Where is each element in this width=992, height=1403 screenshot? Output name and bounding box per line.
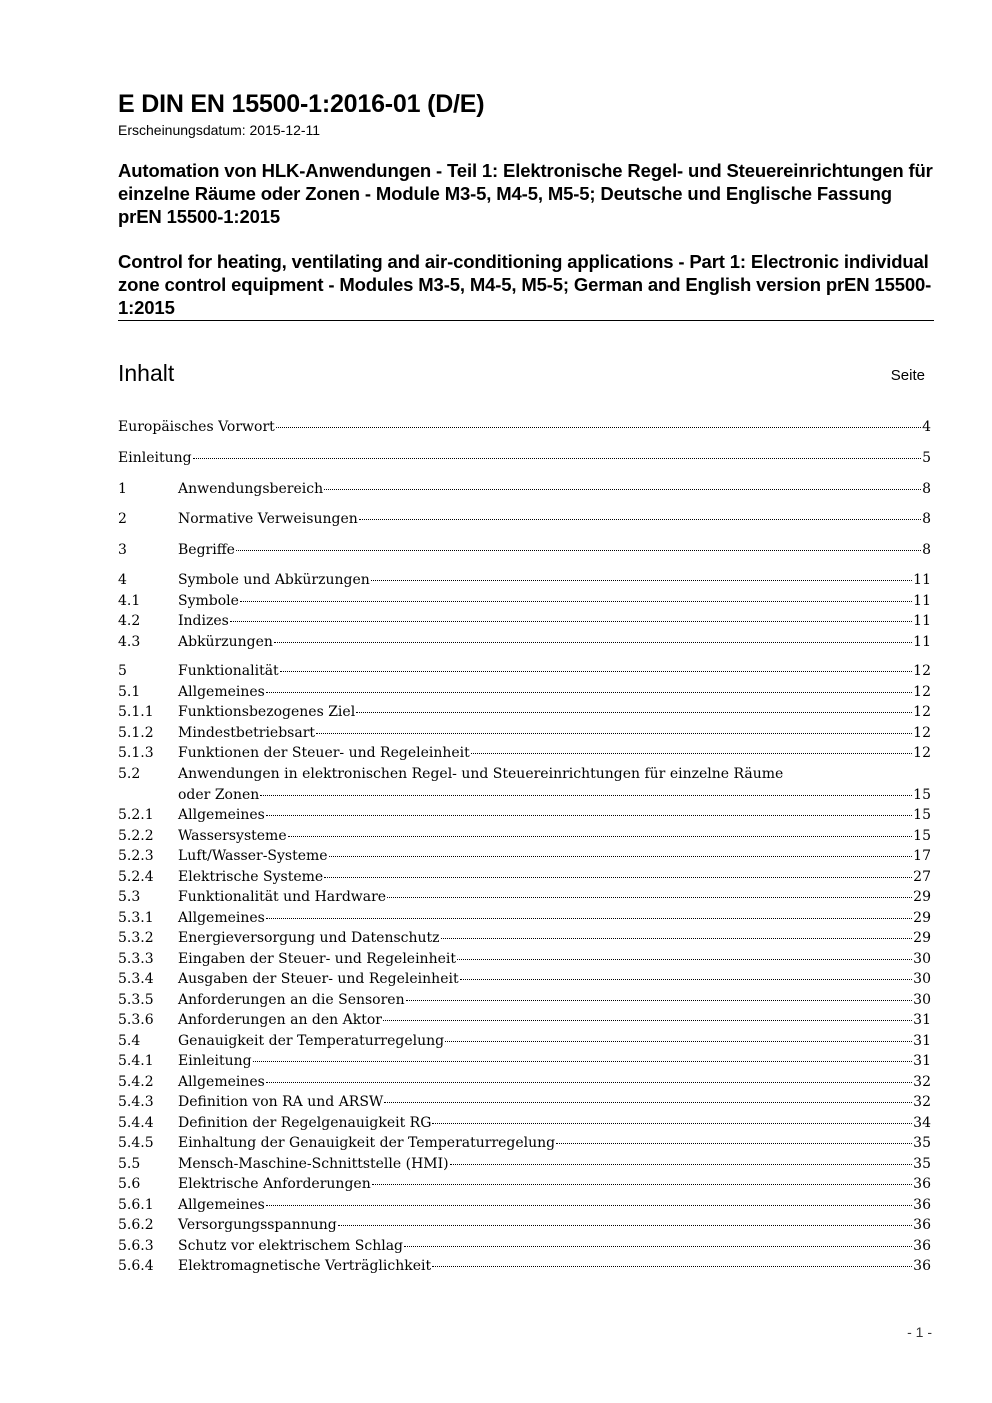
toc-entry[interactable]	[118, 949, 931, 970]
toc-entry-number: 4.1	[118, 592, 141, 609]
toc-leader-dots	[316, 733, 912, 734]
toc-entry-title: Anforderungen an die Sensoren	[178, 991, 405, 1008]
toc-leader-dots	[371, 580, 912, 581]
toc-leader-dots	[329, 856, 913, 857]
toc-entry[interactable]	[118, 591, 931, 612]
toc-leader-dots	[384, 1102, 912, 1103]
toc-leader-dots	[230, 621, 912, 622]
toc-leader-dots	[383, 1020, 912, 1021]
toc-entry[interactable]	[118, 1133, 931, 1154]
toc-entry-page: 36	[913, 1176, 931, 1192]
toc-entry[interactable]	[118, 1072, 931, 1093]
toc-entry-page: 15	[913, 827, 931, 844]
toc-entry-page: 15	[913, 786, 931, 803]
toc-entry-title: Mensch-Maschine-Schnittstelle (HMI)	[178, 1155, 449, 1172]
toc-leader-dots	[274, 642, 912, 643]
toc-entry[interactable]	[118, 867, 931, 888]
toc-leader-dots	[556, 1143, 912, 1144]
toc-entry-title: Definition von RA und ARSW	[178, 1094, 384, 1110]
toc-leader-dots	[280, 671, 912, 672]
toc-entry-page: 12	[913, 745, 931, 761]
toc-entry[interactable]	[118, 1031, 931, 1052]
toc-entry[interactable]	[118, 1256, 931, 1277]
toc-entry-title: Luft/Wasser-Systeme	[178, 848, 328, 864]
toc-entry-page: 11	[913, 592, 931, 609]
toc-entry-title: Einhaltung der Genauigkeit der Temperaturregelung	[178, 1135, 556, 1151]
toc-entry-number: 5.4.1	[118, 1053, 154, 1069]
toc-entry[interactable]	[118, 1215, 931, 1236]
toc-entry-number: 5.1.3	[118, 745, 154, 761]
toc-entry[interactable]	[118, 764, 931, 785]
toc-leader-dots	[236, 550, 921, 551]
toc-entry-number: 5.2.4	[118, 868, 154, 885]
toc-entry-page: 11	[913, 633, 931, 650]
title-english: Control for heating, ventilating and air-conditioning applications - Part 1: Electronic individual zone control equipment - Modules M3-5, M4-5, M5-5; German and English version prEN 15500-1:2015	[118, 251, 932, 318]
toc-entry-page: 12	[913, 704, 931, 720]
toc-entry-number: 5.3	[118, 889, 141, 905]
toc-entry-number: 3	[118, 542, 127, 558]
toc-entry-number: 5.6.3	[118, 1237, 154, 1254]
toc-entry-title: Genauigkeit der Temperaturregelung	[178, 1032, 445, 1049]
toc-entry-page: 29	[913, 909, 931, 926]
toc-entry-number: 5.3.3	[118, 950, 154, 967]
toc-entry-number: 5.4	[118, 1032, 141, 1049]
toc-entry[interactable]	[118, 1154, 931, 1175]
toc-entry[interactable]	[118, 1051, 931, 1072]
toc-entry-number: 5.3.6	[118, 1012, 154, 1028]
toc-entry-title: Normative Verweisungen	[178, 511, 358, 527]
toc-entry-page: 31	[913, 1032, 931, 1049]
toc-entry[interactable]	[118, 417, 931, 438]
toc-entry-title: Anforderungen an den Aktor	[178, 1012, 382, 1028]
toc-entry-page: 30	[913, 950, 931, 967]
toc-leader-dots	[359, 519, 921, 520]
toc-entry-title: Indizes	[178, 613, 229, 629]
toc-leader-dots	[240, 601, 912, 602]
toc-entry-page: 12	[913, 683, 931, 700]
title-divider	[118, 320, 934, 321]
toc-leader-dots	[457, 959, 912, 960]
toc-entry[interactable]	[118, 990, 931, 1011]
toc-entry[interactable]	[118, 611, 931, 632]
toc-entry[interactable]	[118, 661, 931, 682]
toc-leader-dots	[324, 489, 921, 490]
toc-entry-page: 30	[913, 991, 931, 1008]
toc-entry-title: Allgemeines	[178, 807, 265, 823]
toc-entry-title: Elektromagnetische Verträglichkeit	[178, 1258, 432, 1274]
toc-entry-number: 5.2.1	[118, 807, 154, 823]
toc-entry-number: 5.4.3	[118, 1094, 154, 1110]
toc-entry[interactable]	[118, 479, 931, 500]
toc-entry-title: Allgemeines	[178, 1073, 265, 1090]
toc-entry-page: 17	[913, 848, 931, 864]
toc-entry[interactable]	[118, 743, 931, 764]
toc-entry-number: 5.6.2	[118, 1217, 154, 1233]
toc-entry-page: 5	[922, 450, 931, 466]
toc-leader-dots	[372, 1184, 912, 1185]
page-number: - 1 -	[907, 1324, 932, 1340]
toc-leader-dots	[266, 1205, 912, 1206]
toc-entry-title: Symbole	[178, 592, 239, 609]
toc-entry[interactable]	[118, 632, 931, 653]
toc-leader-dots	[387, 897, 912, 898]
toc-entry-title: Allgemeines	[178, 909, 265, 926]
toc-entry-title: Wassersysteme	[178, 827, 287, 844]
toc-entry-page: 12	[913, 663, 931, 679]
toc-entry-page: 4	[922, 419, 931, 435]
toc-entry-page: 30	[913, 971, 931, 987]
toc-entry[interactable]	[118, 448, 931, 469]
toc-leader-dots	[460, 979, 913, 980]
toc-entry-title: Europäisches Vorwort	[118, 419, 275, 435]
toc-leader-dots	[471, 753, 912, 754]
toc-entry-page: 11	[913, 613, 931, 629]
toc-page-column-label: Seite	[890, 367, 925, 384]
toc-entry[interactable]	[118, 1113, 931, 1134]
toc-entry-continuation[interactable]	[118, 785, 931, 806]
toc-leader-dots	[288, 836, 913, 837]
toc-entry-title: Funktionalität und Hardware	[178, 889, 387, 905]
toc-entry[interactable]	[118, 1236, 931, 1257]
toc-entry-page: 12	[913, 724, 931, 741]
toc-entry-number: 5.3.4	[118, 971, 154, 987]
toc-entry-page: 35	[913, 1135, 931, 1151]
toc-entry[interactable]	[118, 969, 931, 990]
toc-entry-title-continuation: oder Zonen	[178, 786, 260, 803]
toc-entry-title: Energieversorgung und Datenschutz	[178, 930, 440, 946]
toc-entry[interactable]	[118, 702, 931, 723]
toc-heading: Inhalt	[118, 360, 175, 386]
toc-entry-number: 5.6	[118, 1176, 141, 1192]
toc-entry-number: 5.6.1	[118, 1196, 154, 1213]
toc-leader-dots	[450, 1164, 913, 1165]
toc-entry-page: 32	[913, 1094, 931, 1110]
toc-leader-dots	[253, 1061, 913, 1062]
toc-entry-number: 5.2.3	[118, 848, 154, 864]
toc-entry[interactable]	[118, 887, 931, 908]
toc-entry[interactable]	[118, 805, 931, 826]
toc-entry-number: 5.6.4	[118, 1258, 154, 1274]
toc-leader-dots	[266, 1082, 912, 1083]
toc-leader-dots	[406, 1000, 913, 1001]
toc-entry-title: Ausgaben der Steuer- und Regeleinheit	[178, 971, 459, 987]
toc-entry-page: 8	[922, 511, 931, 527]
toc-entry-page: 36	[913, 1217, 931, 1233]
toc-entry[interactable]	[118, 682, 931, 703]
toc-entry-number: 5.4.2	[118, 1073, 154, 1090]
toc-entry[interactable]	[118, 1174, 931, 1195]
toc-leader-dots	[338, 1225, 912, 1226]
toc-entry-title: Funktionen der Steuer- und Regeleinheit	[178, 745, 470, 761]
toc-entry-number: 2	[118, 511, 127, 527]
toc-entry[interactable]	[118, 723, 931, 744]
toc-entry-title: Definition der Regelgenauigkeit RG	[178, 1114, 432, 1131]
toc-entry-title: Begriffe	[178, 542, 235, 558]
toc-entry-number: 5.1.2	[118, 724, 154, 741]
toc-entry-number: 5.5	[118, 1155, 141, 1172]
toc-entry-title: Mindestbetriebsart	[178, 724, 316, 741]
toc-entry-title: Allgemeines	[178, 683, 265, 700]
toc-entry[interactable]	[118, 928, 931, 949]
document-id: E DIN EN 15500-1:2016-01 (D/E)	[118, 90, 485, 118]
toc-entry[interactable]	[118, 908, 931, 929]
toc-entry-page: 27	[913, 868, 931, 885]
toc-entry-page: 8	[922, 481, 931, 497]
toc-entry[interactable]	[118, 509, 931, 530]
toc-entry-page: 36	[913, 1237, 931, 1254]
toc-entry-page: 15	[913, 807, 931, 823]
title-german: Automation von HLK-Anwendungen - Teil 1: Elektronische Regel- und Steuereinrichtungen für einzelne Räume oder Zonen - Module M3-5, M4-5, M5-5; Deutsche und Englische Fassung prEN 15500-1:2015	[118, 160, 933, 227]
toc-entry-title: Einleitung	[118, 450, 192, 466]
toc-entry-page: 36	[913, 1258, 931, 1274]
toc-entry-number: 5.2	[118, 766, 141, 782]
toc-leader-dots	[432, 1266, 912, 1267]
toc-entry-page: 29	[913, 889, 931, 905]
toc-entry-number: 4.2	[118, 613, 141, 629]
toc-entry-page: 35	[913, 1155, 931, 1172]
toc-entry-title: Elektrische Anforderungen	[178, 1176, 371, 1192]
toc-leader-dots	[193, 458, 922, 459]
toc-entry[interactable]	[118, 826, 931, 847]
toc-entry-title: Eingaben der Steuer- und Regeleinheit	[178, 950, 456, 967]
toc-entry-title: Elektrische Systeme	[178, 868, 324, 885]
toc-entry-page: 36	[913, 1196, 931, 1213]
toc-entry-page: 34	[913, 1114, 931, 1131]
toc-entry-number: 5.1	[118, 683, 141, 700]
toc-entry-page: 31	[913, 1053, 931, 1069]
toc-entry-title: Versorgungsspannung	[178, 1217, 337, 1233]
toc-leader-dots	[324, 877, 912, 878]
toc-entry-number: 5.3.1	[118, 909, 154, 926]
toc-entry-number: 1	[118, 481, 127, 497]
toc-entry-title: Funktionalität	[178, 663, 279, 679]
toc-entry-title: Funktionsbezogenes Ziel	[178, 704, 356, 720]
toc-entry-title: Schutz vor elektrischem Schlag	[178, 1237, 404, 1254]
toc-leader-dots	[404, 1246, 912, 1247]
toc-leader-dots	[266, 692, 912, 693]
toc-entry-number: 5	[118, 663, 127, 679]
toc-entry[interactable]	[118, 540, 931, 561]
toc-entry-number: 5.1.1	[118, 704, 154, 720]
toc-leader-dots	[266, 815, 912, 816]
toc-leader-dots	[432, 1123, 912, 1124]
toc-entry-page: 31	[913, 1012, 931, 1028]
toc-entry-title: Allgemeines	[178, 1196, 265, 1213]
toc-entry-number: 4	[118, 572, 127, 588]
toc-leader-dots	[260, 795, 912, 796]
toc-entry-number: 5.3.2	[118, 930, 154, 946]
toc-entry-title: Symbole und Abkürzungen	[178, 572, 370, 588]
toc-entry-number: 5.4.5	[118, 1135, 154, 1151]
toc-leader-dots	[356, 712, 912, 713]
release-date: Erscheinungsdatum: 2015-12-11	[118, 122, 321, 138]
toc-entry-title: Anwendungen in elektronischen Regel- und Steuereinrichtungen für einzelne Räume	[178, 766, 784, 782]
toc-entry-page: 11	[913, 572, 931, 588]
toc-entry-number: 5.4.4	[118, 1114, 154, 1131]
toc-leader-dots	[276, 427, 921, 428]
toc-entry-number: 5.2.2	[118, 827, 154, 844]
toc-entry[interactable]	[118, 1195, 931, 1216]
toc-entry-title: Einleitung	[178, 1053, 252, 1069]
toc-entry-title: Abkürzungen	[178, 633, 273, 650]
toc-entry-number: 5.3.5	[118, 991, 154, 1008]
toc-entry-page: 29	[913, 930, 931, 946]
toc-leader-dots	[266, 918, 912, 919]
toc-leader-dots	[441, 938, 913, 939]
toc-entry[interactable]	[118, 570, 931, 591]
toc-entry-title: Anwendungsbereich	[178, 481, 324, 497]
toc-leader-dots	[445, 1041, 912, 1042]
toc-entry[interactable]	[118, 846, 931, 867]
toc-entry-number: 4.3	[118, 633, 141, 650]
toc-entry-page: 8	[922, 542, 931, 558]
toc-entry[interactable]	[118, 1010, 931, 1031]
toc-entry-page: 32	[913, 1073, 931, 1090]
toc-entry[interactable]	[118, 1092, 931, 1113]
